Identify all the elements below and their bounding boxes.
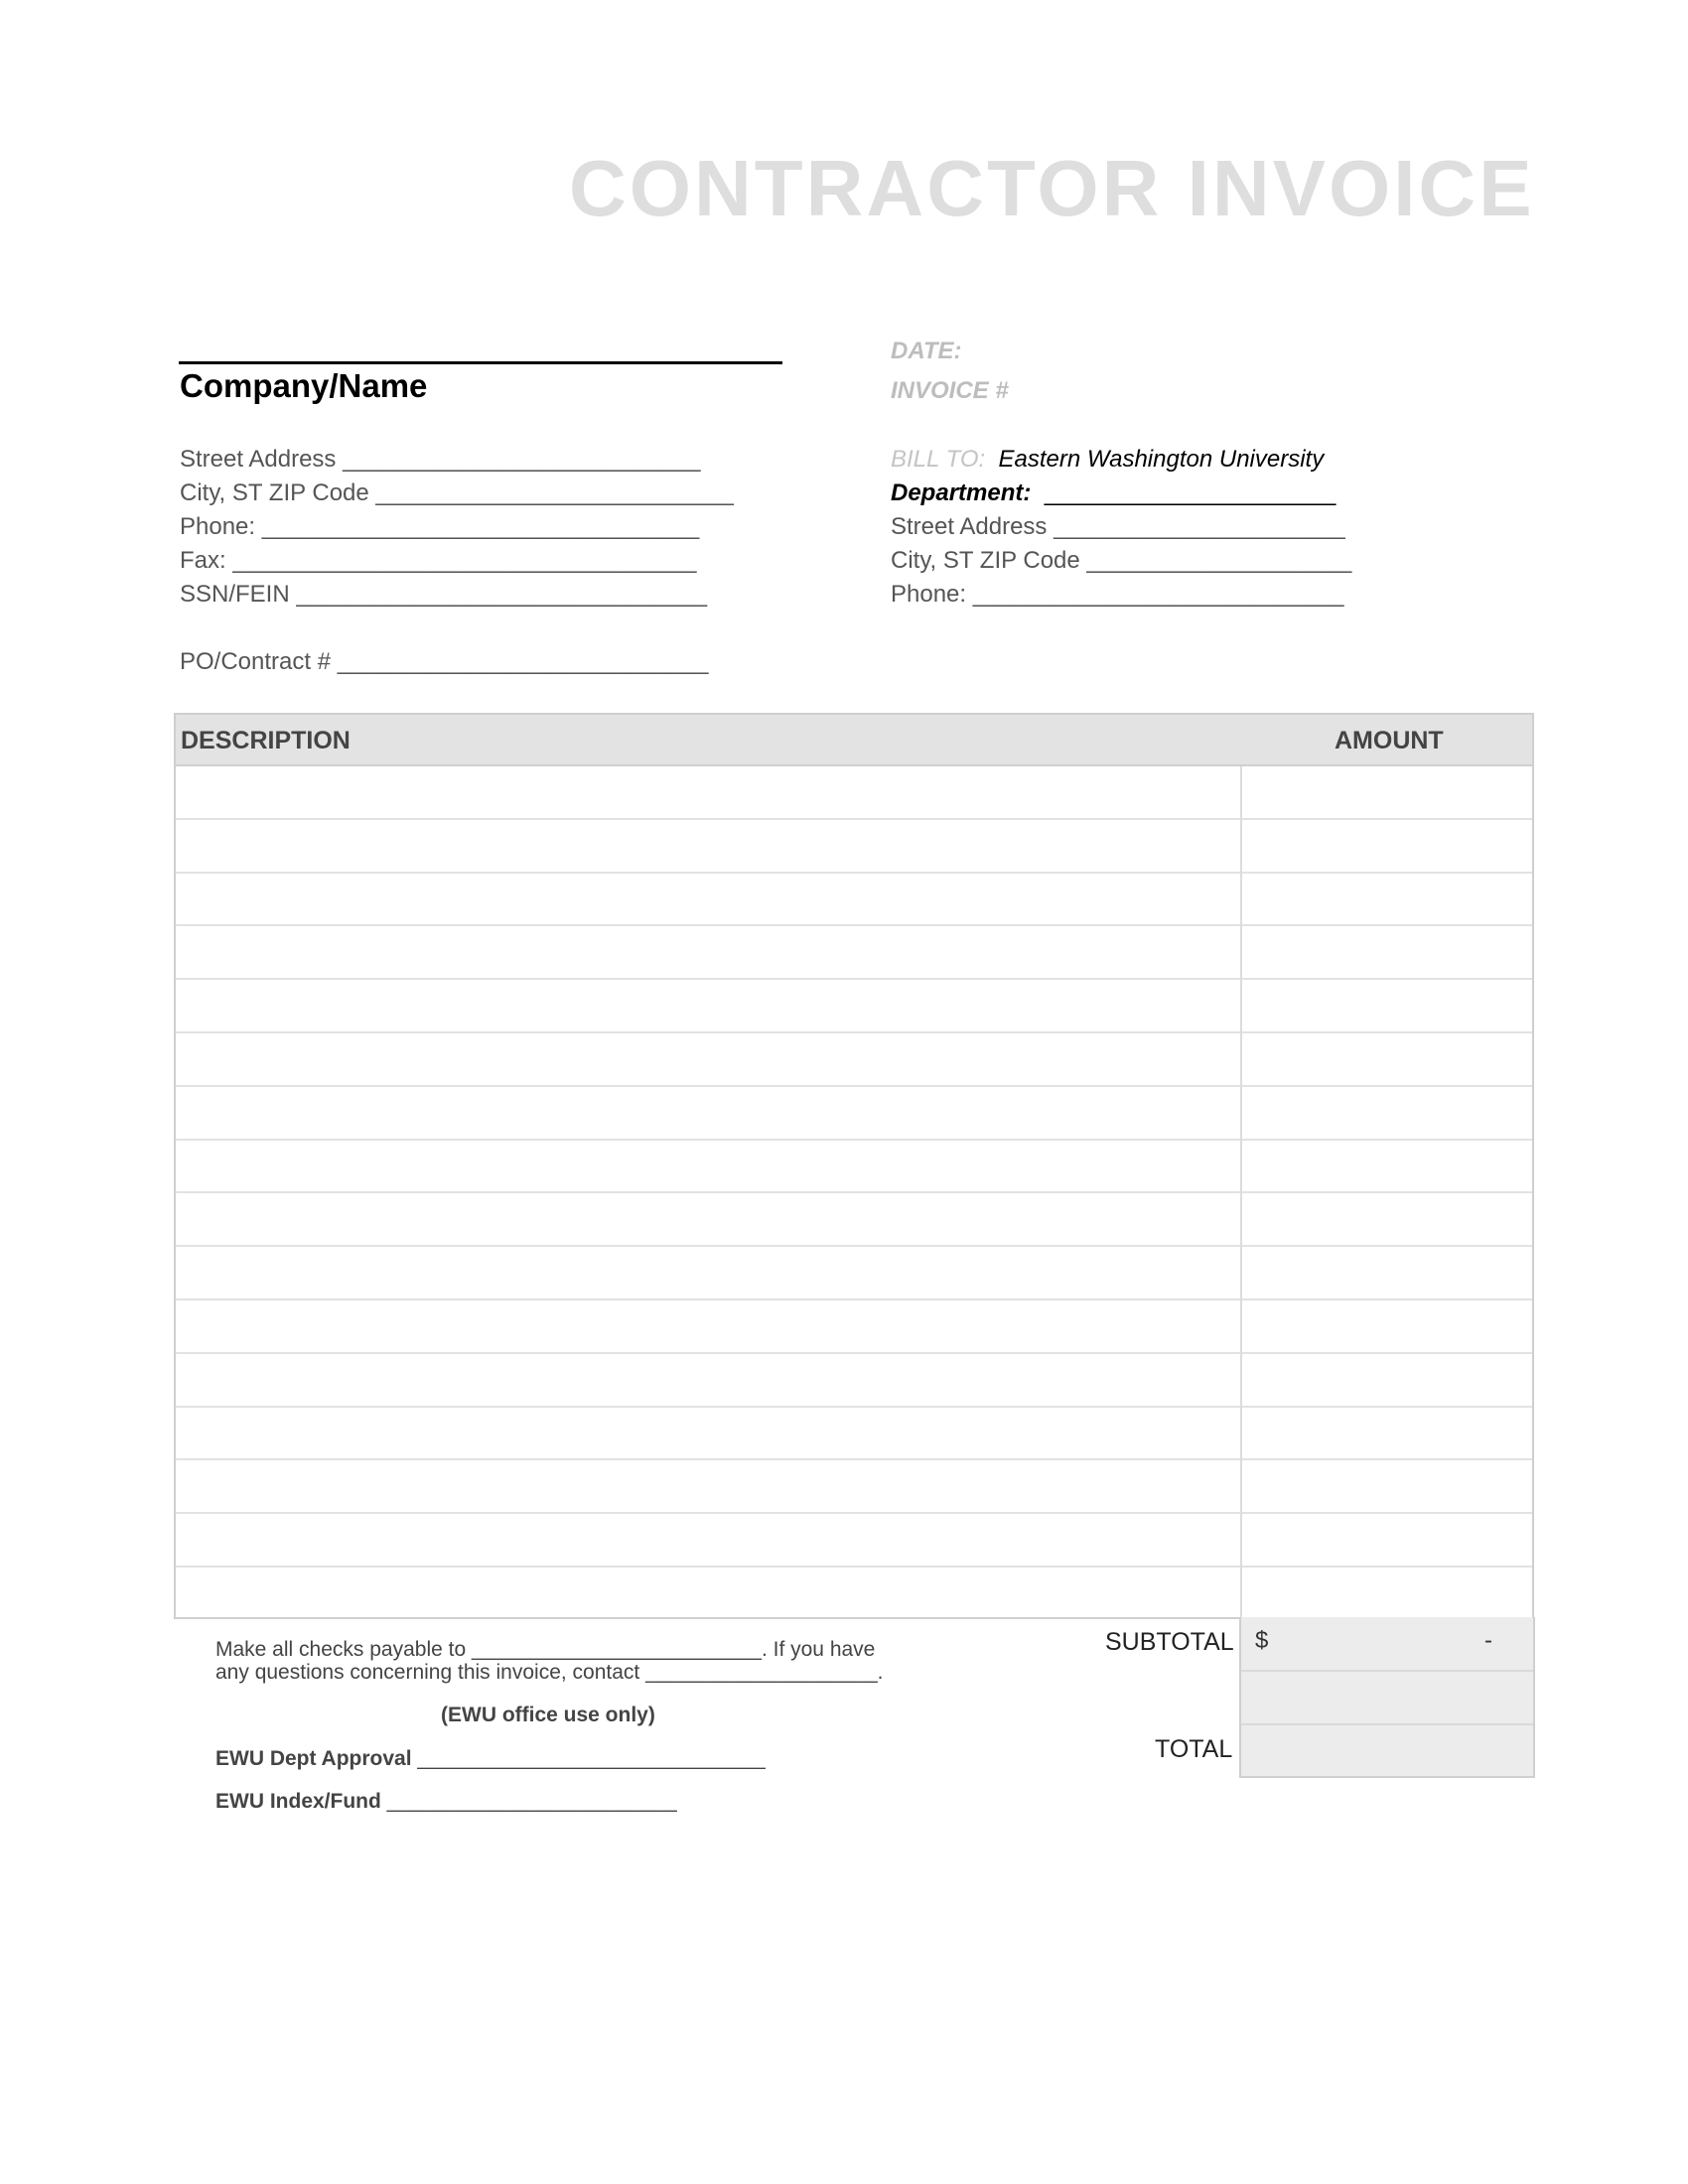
description-header: DESCRIPTION	[181, 727, 351, 754]
items-table	[174, 713, 1534, 1619]
index-fund-line[interactable]: _________________________	[386, 1790, 677, 1813]
subtotal-value: -	[1484, 1627, 1492, 1654]
totals-box	[1239, 1617, 1535, 1778]
date-label: DATE:	[891, 338, 962, 364]
totals-divider	[1241, 1670, 1533, 1672]
table-row[interactable]	[176, 1087, 1532, 1141]
bill-to-phone-field[interactable]: Phone: ____________________________	[891, 581, 1344, 608]
table-row[interactable]	[176, 1193, 1532, 1247]
table-row[interactable]	[176, 1247, 1532, 1300]
table-header	[176, 715, 1532, 766]
company-name-label: Company/Name	[180, 367, 428, 404]
table-row[interactable]	[176, 766, 1532, 820]
po-contract-field[interactable]: PO/Contract # ____________________________	[180, 648, 709, 675]
company-name-line	[179, 361, 782, 364]
bill-to-row	[891, 448, 1324, 472]
index-fund-row[interactable]	[215, 1790, 677, 1813]
ssn-fein-field[interactable]: SSN/FEIN _______________________________	[180, 581, 708, 608]
checks-payable-line1: Make all checks payable to _________________________. If you have	[215, 1638, 876, 1661]
index-fund-label: EWU Index/Fund	[215, 1790, 381, 1813]
phone-field[interactable]: Phone: _________________________________	[180, 513, 700, 540]
dept-approval-label: EWU Dept Approval	[215, 1747, 412, 1770]
bill-to-label: BILL TO:	[891, 446, 986, 473]
totals-divider	[1241, 1723, 1533, 1725]
currency-symbol: $	[1255, 1627, 1269, 1654]
table-row[interactable]	[176, 1033, 1532, 1087]
table-row[interactable]	[176, 926, 1532, 980]
invoice-title: CONTRACTOR INVOICE	[569, 144, 1535, 232]
table-row[interactable]	[176, 874, 1532, 927]
table-row[interactable]	[176, 980, 1532, 1033]
table-row[interactable]	[176, 1568, 1532, 1621]
checks-payable-line2: any questions concerning this invoice, contact ____________________.	[215, 1661, 884, 1684]
bill-to-street-field[interactable]: Street Address ______________________	[891, 513, 1345, 540]
table-row[interactable]	[176, 1141, 1532, 1194]
table-row[interactable]	[176, 820, 1532, 874]
fax-field[interactable]: Fax: ___________________________________	[180, 547, 697, 574]
amount-header: AMOUNT	[1335, 727, 1444, 754]
dept-approval-row[interactable]	[215, 1747, 766, 1770]
total-label: TOTAL	[1155, 1735, 1233, 1763]
street-address-field[interactable]: Street Address ___________________________	[180, 446, 701, 473]
invoice-number-label: INVOICE #	[891, 377, 1009, 404]
table-row[interactable]	[176, 1514, 1532, 1568]
department-row[interactable]	[891, 481, 1336, 505]
column-divider	[1240, 766, 1242, 1617]
bill-to-city-field[interactable]: City, ST ZIP Code ____________________	[891, 547, 1352, 574]
department-line[interactable]: ______________________	[1044, 479, 1336, 506]
table-row[interactable]	[176, 1408, 1532, 1461]
bill-to-name: Eastern Washington University	[998, 446, 1325, 473]
subtotal-label: SUBTOTAL	[1105, 1628, 1234, 1656]
table-row[interactable]	[176, 1300, 1532, 1354]
office-use-note: (EWU office use only)	[441, 1704, 655, 1726]
table-row[interactable]	[176, 1460, 1532, 1514]
table-row[interactable]	[176, 1354, 1532, 1408]
dept-approval-line[interactable]: ______________________________	[417, 1747, 766, 1770]
city-zip-field[interactable]: City, ST ZIP Code ___________________________	[180, 479, 734, 506]
department-label: Department:	[891, 479, 1032, 506]
